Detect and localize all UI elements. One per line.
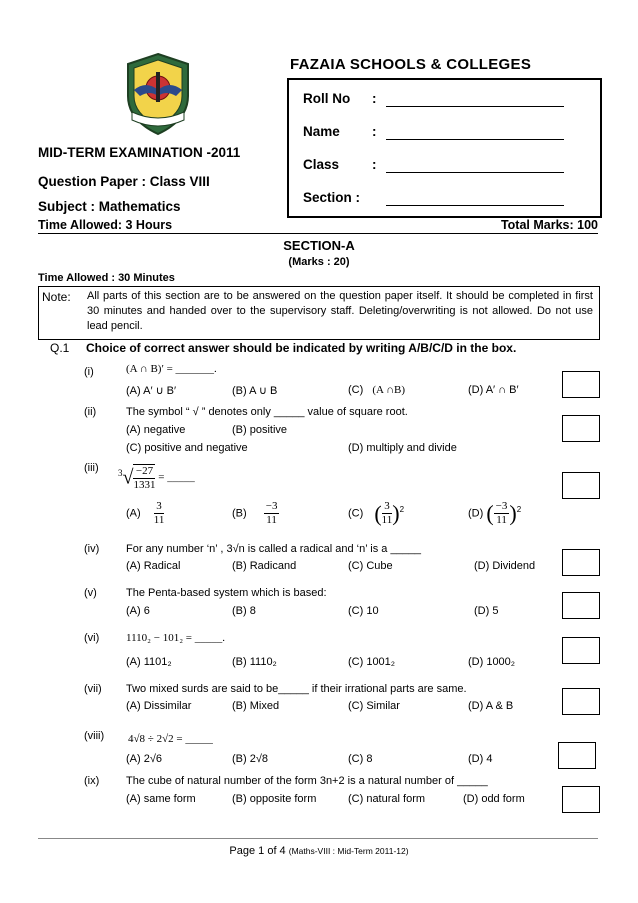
- option-d: (D) 4: [468, 753, 493, 765]
- option-d: (D) ( $\frac{-3}{11}$ )$^2$: [468, 500, 522, 526]
- item-number: (vi): [84, 632, 100, 644]
- section-marks: (Marks : 20): [288, 256, 350, 268]
- question-stem: Choice of correct answer should be indicated by writing A/B/C/D in the box.: [86, 341, 517, 355]
- option-b: (B) A ∪ B: [232, 385, 278, 397]
- option-d: (D) 5: [474, 605, 499, 617]
- option-b: (B) 2√8: [232, 753, 268, 765]
- option-c: (C) 10: [348, 605, 379, 617]
- item-number: (i): [84, 366, 94, 378]
- class-label: Class: [303, 157, 340, 172]
- school-name: FAZAIA SCHOOLS & COLLEGES: [290, 56, 532, 73]
- option-d-exponent: 2: [516, 504, 522, 514]
- option-b: (B) Radicand: [232, 560, 297, 572]
- fraction-num: −3: [495, 500, 508, 512]
- answer-box[interactable]: [562, 415, 600, 442]
- option-b: (B) 1110₂: [232, 656, 277, 668]
- note-text: All parts of this section are to be answered on the question paper itself. It should be completed in first 30 minutes and handed over to the supervisory staff. Deleting/overwriting is not allowed. Do not use lead pencil.: [87, 290, 593, 332]
- option-b-fraction: [264, 500, 280, 527]
- item-number: (ii): [84, 406, 97, 418]
- section-time: Time Allowed : 30 Minutes: [38, 272, 175, 284]
- fraction-num: 3: [154, 500, 165, 514]
- option-c: (C) 1001₂: [348, 656, 396, 668]
- option-c: (C) Cube: [348, 560, 393, 572]
- page-number: Page 1 of 4: [229, 845, 286, 857]
- name-colon: :: [372, 124, 377, 139]
- section-field[interactable]: [386, 205, 564, 206]
- option-d: (D) multiply and divide: [348, 442, 457, 454]
- radical-index: 3: [118, 467, 123, 478]
- option-d: (D) A′ ∩ B′: [468, 384, 519, 396]
- name-field[interactable]: [386, 139, 564, 140]
- item-number: (iv): [84, 543, 100, 555]
- header-divider: [38, 233, 598, 234]
- option-a: (A) Radical: [126, 560, 181, 572]
- note-box: [38, 286, 600, 340]
- roll-colon: :: [372, 91, 377, 106]
- student-info-box: [287, 78, 602, 218]
- subject-title: Subject : Mathematics: [38, 199, 181, 214]
- option-a-fraction: [154, 500, 165, 527]
- option-c-label: (C): [348, 384, 364, 396]
- option-c-label: (C): [348, 507, 364, 520]
- option-a: (A) negative: [126, 424, 186, 436]
- time-allowed: Time Allowed: 3 Hours: [38, 218, 173, 232]
- name-label: Name: [303, 124, 340, 139]
- class-colon: :: [372, 157, 377, 172]
- option-d: (D) odd form: [463, 793, 525, 805]
- answer-box[interactable]: [562, 592, 600, 619]
- fraction-den: 11: [153, 514, 165, 526]
- radicand-fraction: [133, 464, 155, 492]
- option-d: (D) Dividend: [474, 560, 536, 572]
- item-question: Two mixed surds are said to be_____ if their irrational parts are same.: [126, 683, 467, 695]
- note-label: Note:: [42, 290, 71, 304]
- answer-box[interactable]: [562, 371, 600, 398]
- option-c-fraction: [382, 500, 393, 527]
- item-question: The symbol “ √ ” denotes only _____ value of square root.: [126, 406, 408, 418]
- option-c-value: (A ∩B): [372, 384, 406, 396]
- option-c: (C) positive and negative: [126, 442, 248, 454]
- item-question: 1110₂ − 101₂ = _____.: [126, 632, 226, 644]
- answer-box[interactable]: [562, 472, 600, 499]
- answer-box[interactable]: [562, 637, 600, 664]
- option-d: (D) 1000₂: [468, 656, 516, 668]
- option-b: (B) 8: [232, 605, 256, 617]
- page-footer: [0, 845, 638, 857]
- option-d: (D) A & B: [468, 700, 514, 712]
- footer-reference: (Maths-VIII : Mid-Term 2011-12): [288, 846, 409, 856]
- option-a: [126, 500, 164, 527]
- option-a: (A) 2√6: [126, 753, 162, 765]
- question-tail: = _____: [158, 471, 195, 484]
- option-c: (C) 8: [348, 753, 373, 765]
- option-d-fraction: [494, 500, 510, 527]
- option-a-label: (A): [126, 507, 141, 520]
- item-question: The cube of natural number of the form 3n+2 is a natural number of _____: [126, 775, 488, 787]
- radicand-den: 1331: [133, 479, 156, 491]
- item-number: (viii): [84, 730, 105, 742]
- option-c: (C) natural form: [348, 793, 426, 805]
- fraction-den: 11: [496, 514, 507, 526]
- fraction-den: 11: [266, 514, 277, 526]
- radicand-num: −27: [133, 465, 155, 479]
- item-question: (A ∩ B)′ = _______.: [126, 363, 217, 375]
- answer-box[interactable]: [562, 549, 600, 576]
- question-number: Q.1: [50, 341, 70, 355]
- item-question: The Penta-based system which is based:: [126, 587, 327, 599]
- fraction-den: 11: [381, 514, 393, 526]
- option-a: (A) 6: [126, 605, 150, 617]
- option-c: (C) Similar: [348, 700, 400, 712]
- option-a: (A) same form: [126, 793, 196, 805]
- section-label: Section :: [303, 190, 361, 205]
- answer-box[interactable]: [558, 742, 596, 769]
- item-question: For any number ‘n’ , 3√n is called a radical and ‘n’ is a _____: [126, 543, 422, 555]
- option-c: (C) ( $\frac{3}{11}$ )$^2$: [348, 500, 405, 526]
- total-marks: Total Marks: 100: [500, 218, 598, 232]
- option-b: (B) positive: [232, 424, 288, 436]
- school-logo: [118, 50, 198, 138]
- item-number: (vii): [84, 683, 102, 695]
- section-title: SECTION-A: [283, 238, 355, 253]
- paper-title: Question Paper : Class VIII: [38, 174, 210, 189]
- option-b-label: (B): [232, 507, 247, 520]
- item-question: 4√8 ÷ 2√2 = _____: [128, 733, 213, 745]
- option-a: (A) Dissimilar: [126, 700, 192, 712]
- answer-box[interactable]: [562, 688, 600, 715]
- item-number: (v): [84, 587, 97, 599]
- option-a: (A) 1101₂: [126, 656, 172, 668]
- option-c: [348, 384, 405, 396]
- item-number: (ix): [84, 775, 100, 787]
- fraction-num: −3: [265, 500, 278, 512]
- option-d-label: (D): [468, 507, 484, 520]
- answer-box[interactable]: [562, 786, 600, 813]
- option-a: (A) A′ ∪ B′: [126, 385, 177, 397]
- option-b: (B) opposite form: [232, 793, 317, 805]
- roll-field[interactable]: [386, 106, 564, 107]
- option-c-exponent: 2: [399, 504, 405, 514]
- class-field[interactable]: [386, 172, 564, 173]
- fraction-num: 3: [382, 500, 393, 514]
- item-question: $^3$√ $\frac{-27}{1331}$ = _____: [118, 465, 195, 491]
- item-number: (iii): [84, 462, 99, 474]
- option-b: (B) Mixed: [232, 700, 280, 712]
- footer-divider: [38, 838, 598, 839]
- roll-label: Roll No: [303, 91, 351, 106]
- option-b: [232, 500, 279, 527]
- exam-title: MID-TERM EXAMINATION -2011: [38, 145, 241, 160]
